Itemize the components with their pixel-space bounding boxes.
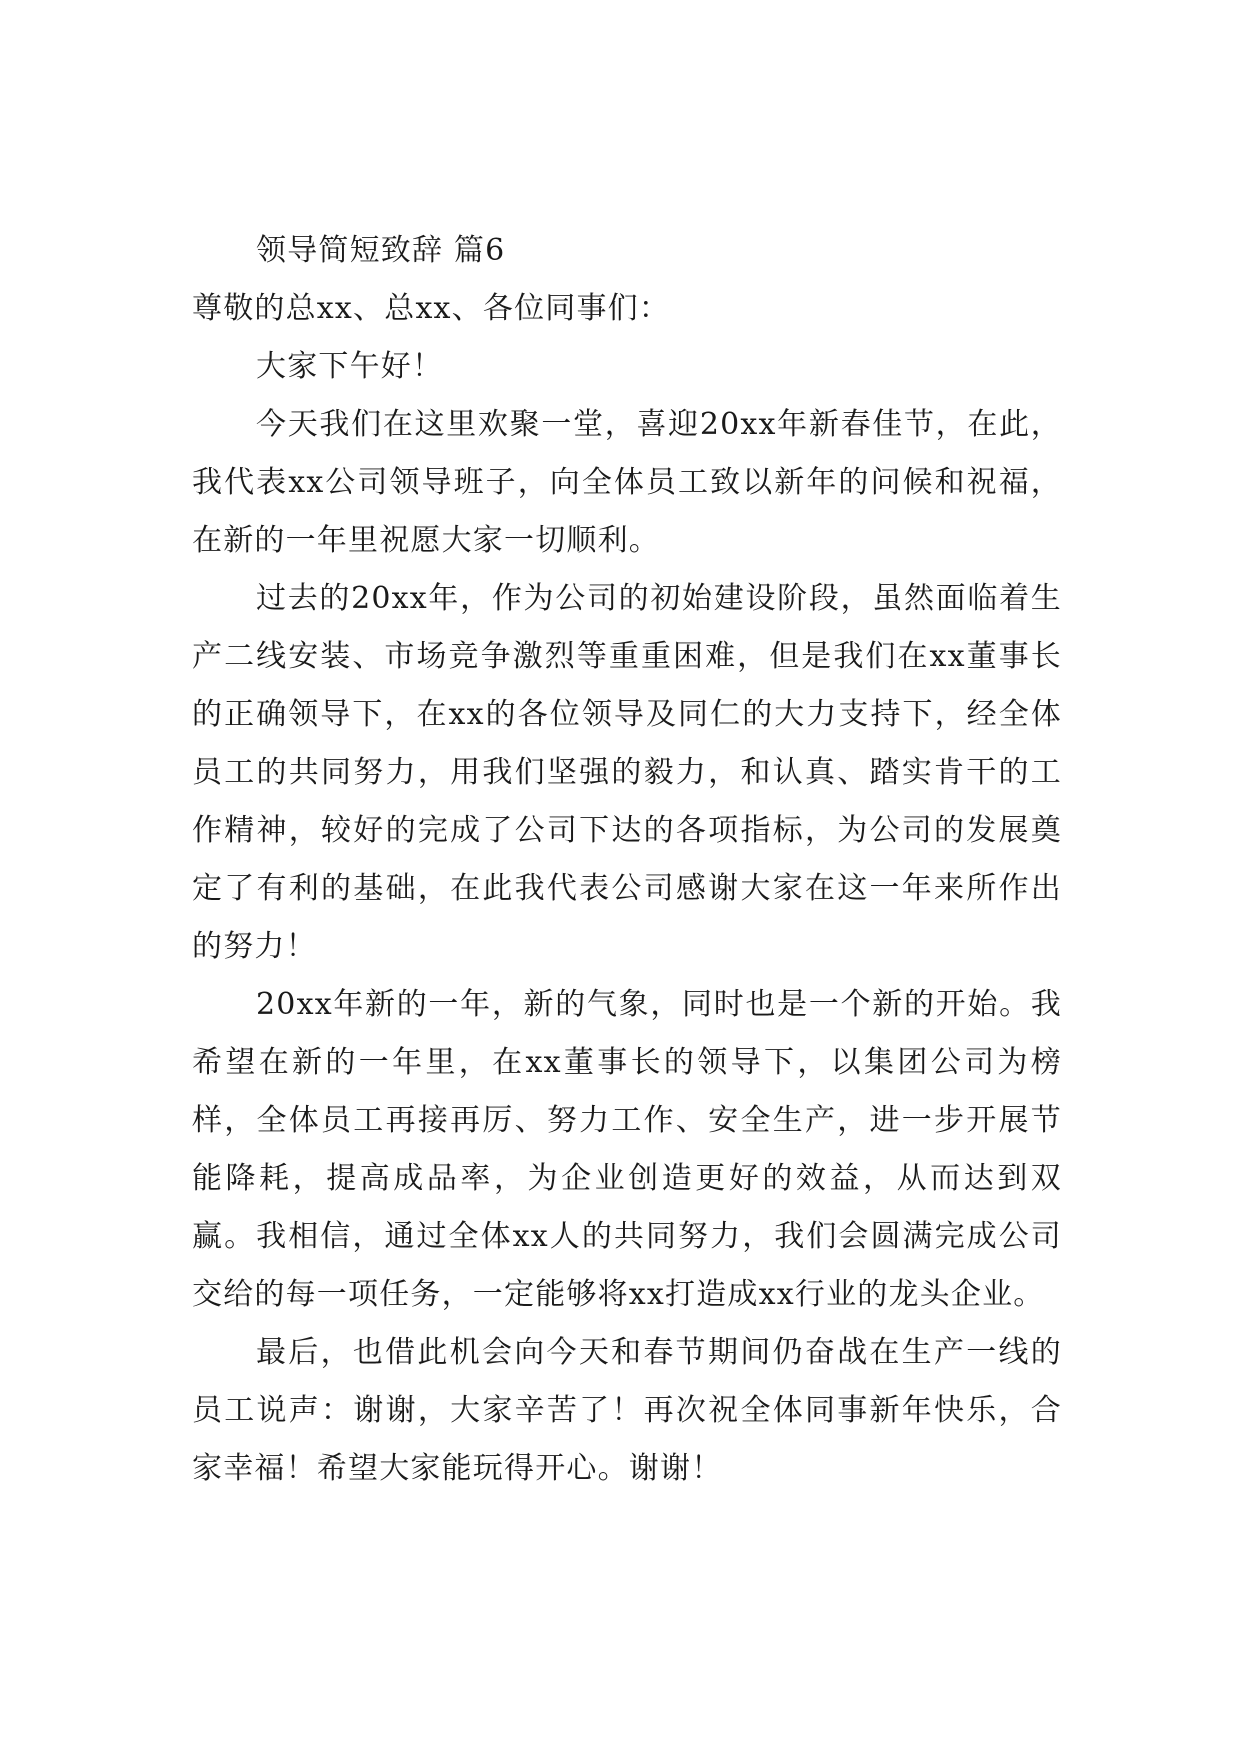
paragraph-past-year-review: 过去的20xx年，作为公司的初始建设阶段，虽然面临着生产二线安装、市场竞争激烈等重重困难，但是我们在xx董事长的正确领导下，在xx的各位领导及同仁的大力支持下，经全体员工的共同努力，用我们坚强的毅力，和认真、踏实肯干的工作精神，较好的完成了公司下达的各项指标，为公司的发展奠定了有利的基础，在此我代表公司感谢大家在这一年来所作出的努力！ bbox=[192, 581, 1062, 964]
paragraph-closing: 最后，也借此机会向今天和春节期间仍奋战在生产一线的员工说声：谢谢，大家辛苦了！再次祝全体同事新年快乐，合家幸福！希望大家能玩得开心。谢谢！ bbox=[192, 1335, 1062, 1486]
paragraph-greeting: 大家下午好！ bbox=[256, 349, 444, 384]
salutation: 尊敬的总xx、总xx、各位同事们： bbox=[192, 291, 671, 326]
paragraph-new-year-hopes: 20xx年新的一年，新的气象，同时也是一个新的开始。我希望在新的一年里，在xx董事长的领导下，以集团公司为榜样，全体员工再接再厉、努力工作、安全生产，进一步开展节能降耗，提高成品率，为企业创造更好的效益，从而达到双赢。我相信，通过全体xx人的共同努力，我们会圆满完成公司交给的每一项任务，一定能够将xx打造成xx行业的龙头企业。 bbox=[192, 987, 1062, 1312]
document-title: 领导简短致辞 篇6 bbox=[256, 233, 506, 268]
document-body bbox=[192, 222, 1062, 1498]
paragraph-new-year-wishes: 今天我们在这里欢聚一堂，喜迎20xx年新春佳节，在此，我代表xx公司领导班子，向全体员工致以新年的问候和祝福，在新的一年里祝愿大家一切顺利。 bbox=[192, 407, 1062, 558]
